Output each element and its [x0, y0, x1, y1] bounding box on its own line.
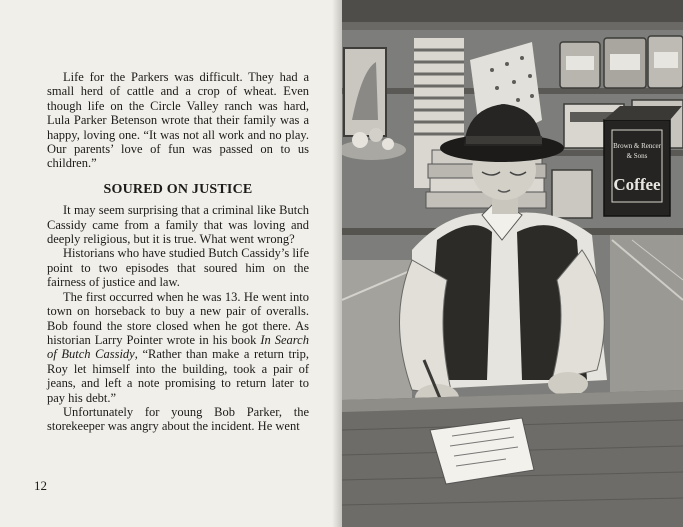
paragraph-1: Life for the Parkers was difficult. They had a small herd of cattle and a crop of wheat. Even though life on the Circle Valley ranch was hard, Lula Parker Betenson wrote that their family was a happy, loving one. “It was not all work and no play. Our parents’ love of fun was passed on to us children.”: [47, 70, 309, 171]
coffee-can: [604, 106, 682, 216]
paragraph-3: Historians who have studied Butch Cassidy’s life point to two episodes that soured him on the fairness of justice and law.: [47, 246, 309, 290]
page-number: 12: [34, 478, 47, 493]
paragraph-4: [47, 290, 309, 405]
book-title: In Search of Butch Cassidy: [47, 332, 309, 362]
coffee-label: Coffee: [613, 175, 661, 194]
section-heading: SOURED ON JUSTICE: [103, 181, 253, 197]
illustration-page: [342, 0, 683, 527]
coffee-brand-line1: Brown & Rencer: [613, 142, 661, 150]
coffee-brand-line2: & Sons: [626, 152, 648, 160]
gutter-shadow: [332, 0, 342, 527]
store-illustration: [342, 0, 683, 527]
paragraph-5: Unfortunately for young Bob Parker, the storekeeper was angry about the incident. He went: [47, 404, 309, 434]
body-text: [47, 70, 309, 434]
paragraph-4-start: The first occurred when he was 13. He went into town on horseback to buy a new pair of overalls. Bob found the store closed when he got there. As historian Larry Pointer wrote in his book: [47, 289, 309, 347]
paragraph-4-end: , “Rather than make a return trip, Roy let himself into the building, took a pair of jeans, and left a note promising to return later to pay his debt.”: [47, 347, 309, 405]
paragraph-2: It may seem surprising that a criminal like Butch Cassidy came from a family that was loving and deeply religious, but it is true. What went wrong?: [47, 203, 309, 247]
